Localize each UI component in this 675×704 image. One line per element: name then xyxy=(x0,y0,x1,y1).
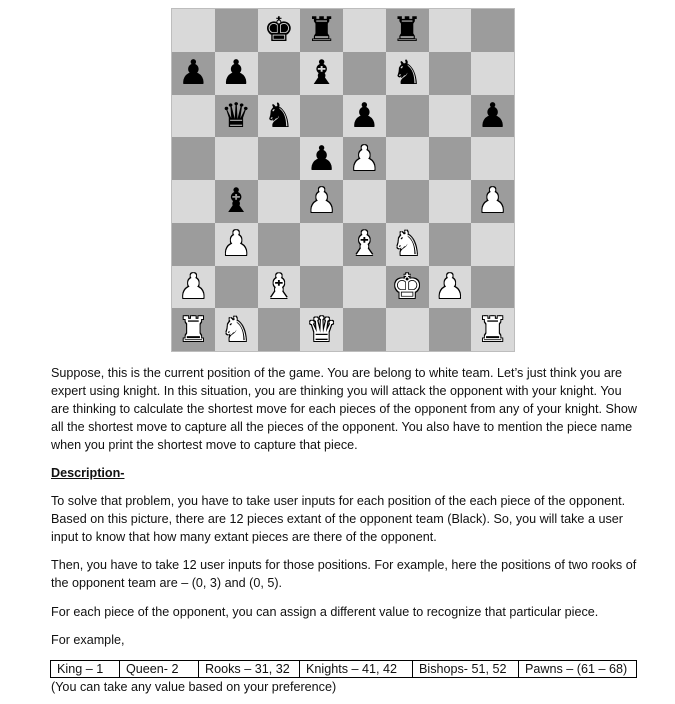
black-pawn-icon: ♟ xyxy=(349,95,380,136)
white-rook-icon: ♜ xyxy=(477,309,508,350)
board-square xyxy=(215,95,258,138)
black-bishop-icon: ♝ xyxy=(220,181,252,222)
board-square xyxy=(215,137,258,180)
black-queen-icon: ♛ xyxy=(220,95,252,136)
white-king-icon: ♚ xyxy=(391,266,423,307)
example-label: For example, xyxy=(51,633,125,647)
board-square xyxy=(343,95,386,138)
black-pawn-icon: ♟ xyxy=(477,95,508,136)
board-square xyxy=(300,223,343,266)
board-square xyxy=(386,266,429,309)
board-square xyxy=(343,308,386,351)
description-paragraph: To solve that problem, you have to take user inputs for each position of the each piece of the opponent. Based on this picture, there are 12 pieces extant of the opponent team (Black). So, you will take a user input to know that how many extant pieces are there of the opponent. xyxy=(51,494,626,544)
board-square xyxy=(471,266,514,309)
board-square xyxy=(300,9,343,52)
board-square xyxy=(343,137,386,180)
chess-board xyxy=(171,8,515,352)
board-square xyxy=(258,9,301,52)
black-king-icon: ♚ xyxy=(263,10,295,51)
board-square xyxy=(343,266,386,309)
white-bishop-icon: ♝ xyxy=(263,266,295,307)
board-square xyxy=(343,52,386,95)
board-square xyxy=(258,52,301,95)
preference-note: (You can take any value based on your preference) xyxy=(51,680,337,694)
white-pawn-icon: ♟ xyxy=(306,181,337,222)
black-knight-icon: ♞ xyxy=(391,53,423,94)
table-cell-bishops: Bishops- 51, 52 xyxy=(413,661,519,678)
board-square xyxy=(215,52,258,95)
board-square xyxy=(386,137,429,180)
board-square xyxy=(471,95,514,138)
board-square xyxy=(258,266,301,309)
white-pawn-icon: ♟ xyxy=(349,138,380,179)
board-square xyxy=(471,223,514,266)
board-square xyxy=(429,180,472,223)
piece-value-table xyxy=(50,660,637,678)
table-cell-knights: Knights – 41, 42 xyxy=(300,661,413,678)
board-square xyxy=(172,308,215,351)
board-square xyxy=(429,266,472,309)
board-square xyxy=(471,137,514,180)
black-knight-icon: ♞ xyxy=(263,95,295,136)
white-pawn-icon: ♟ xyxy=(434,266,466,307)
board-square xyxy=(429,95,472,138)
board-square xyxy=(386,180,429,223)
board-square xyxy=(172,9,215,52)
board-square xyxy=(258,137,301,180)
board-square xyxy=(300,137,343,180)
board-square xyxy=(258,180,301,223)
table-cell-queen: Queen- 2 xyxy=(120,661,199,678)
white-bishop-icon: ♝ xyxy=(349,224,380,265)
black-pawn-icon: ♟ xyxy=(178,53,209,94)
board-square xyxy=(172,95,215,138)
board-square xyxy=(215,9,258,52)
board-square xyxy=(429,223,472,266)
board-square xyxy=(471,9,514,52)
board-square xyxy=(172,266,215,309)
board-square xyxy=(258,95,301,138)
white-pawn-icon: ♟ xyxy=(220,224,252,265)
board-square xyxy=(471,52,514,95)
board-square xyxy=(343,180,386,223)
board-square xyxy=(429,52,472,95)
board-square xyxy=(471,180,514,223)
board-square xyxy=(172,52,215,95)
black-pawn-icon: ♟ xyxy=(306,138,337,179)
white-knight-icon: ♞ xyxy=(220,309,252,350)
board-square xyxy=(343,9,386,52)
board-square xyxy=(429,308,472,351)
board-square xyxy=(429,137,472,180)
board-square xyxy=(386,223,429,266)
board-square xyxy=(343,223,386,266)
board-square xyxy=(172,223,215,266)
table-cell-pawns: Pawns – (61 – 68) xyxy=(519,661,637,678)
table-cell-rooks: Rooks – 31, 32 xyxy=(199,661,300,678)
board-square xyxy=(386,308,429,351)
board-square xyxy=(386,95,429,138)
positions-paragraph: Then, you have to take 12 user inputs for those positions. For example, here the positions of two rooks of the opponent team are – (0, 3) and (0, 5). xyxy=(51,558,637,590)
board-square xyxy=(386,9,429,52)
board-square xyxy=(429,9,472,52)
board-square xyxy=(258,308,301,351)
board-square xyxy=(172,180,215,223)
white-rook-icon: ♜ xyxy=(178,309,209,350)
board-square xyxy=(300,266,343,309)
black-bishop-icon: ♝ xyxy=(306,53,337,94)
board-square xyxy=(215,180,258,223)
black-pawn-icon: ♟ xyxy=(220,53,252,94)
board-square xyxy=(215,308,258,351)
board-square xyxy=(172,137,215,180)
board-square xyxy=(471,308,514,351)
board-square xyxy=(215,223,258,266)
white-pawn-icon: ♟ xyxy=(178,266,209,307)
intro-paragraph: Suppose, this is the current position of the game. You are belong to white team. Let’s just think you are expert using knight. In this situation, you are thinking you will attack the opponent with your knight. You are thinking to calculate the shortest move for each pieces of the opponent from any of your knight. Show all the shortest move to capture all the pieces of the opponent. You also have to mention the piece name when you print the shortest move to capture that piece. xyxy=(51,366,637,452)
description-heading: Description- xyxy=(51,466,125,480)
value-paragraph: For each piece of the opponent, you can assign a different value to recognize that particular piece. xyxy=(51,605,599,619)
board-square xyxy=(386,52,429,95)
board-square xyxy=(215,266,258,309)
black-rook-icon: ♜ xyxy=(306,10,337,51)
table-cell-king: King – 1 xyxy=(51,661,120,678)
black-rook-icon: ♜ xyxy=(391,10,423,51)
board-square xyxy=(300,95,343,138)
board-square xyxy=(300,52,343,95)
board-square xyxy=(300,308,343,351)
white-knight-icon: ♞ xyxy=(391,224,423,265)
white-queen-icon: ♛ xyxy=(306,309,337,350)
board-square xyxy=(300,180,343,223)
white-pawn-icon: ♟ xyxy=(477,181,508,222)
board-square xyxy=(258,223,301,266)
table-row xyxy=(51,661,637,678)
